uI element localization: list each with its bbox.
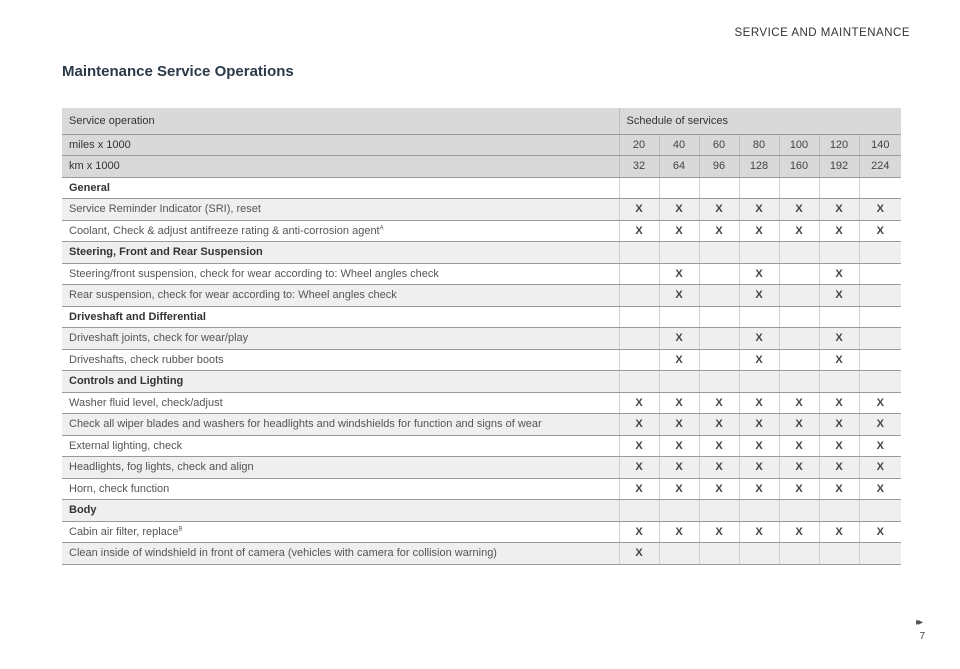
schedule-cell (819, 306, 859, 328)
table-row (62, 285, 901, 307)
schedule-mark: X (739, 457, 779, 479)
service-operation (62, 478, 619, 500)
schedule-cell (779, 306, 819, 328)
schedule-cell (699, 306, 739, 328)
schedule-mark: X (739, 285, 779, 307)
schedule-mark: X (859, 521, 901, 543)
service-operation (62, 220, 619, 242)
schedule-mark: X (859, 414, 901, 436)
group-heading (62, 177, 619, 199)
schedule-mark: X (699, 457, 739, 479)
service-operation (62, 285, 619, 307)
table-row (62, 457, 901, 479)
service-operation (62, 349, 619, 371)
schedule-cell (699, 349, 739, 371)
schedule-mark: X (619, 199, 659, 221)
schedule-mark: X (739, 414, 779, 436)
schedule-cell (779, 263, 819, 285)
schedule-cell (739, 500, 779, 522)
schedule-mark: X (699, 220, 739, 242)
schedule-cell (859, 285, 901, 307)
operation-label: Driveshaft joints, check for wear/play (69, 332, 249, 345)
table-group-row (62, 306, 901, 328)
operation-label: Washer fluid level, check/adjust (69, 396, 223, 409)
schedule-mark: X (819, 349, 859, 371)
schedule-mark: X (699, 392, 739, 414)
table-group-row (62, 500, 901, 522)
schedule-cell (739, 371, 779, 393)
group-heading (62, 371, 619, 393)
schedule-mark: X (739, 478, 779, 500)
service-operation (62, 328, 619, 350)
schedule-cell (619, 177, 659, 199)
schedule-mark: X (699, 199, 739, 221)
miles-value: 60 (699, 134, 739, 156)
schedule-mark: X (859, 478, 901, 500)
schedule-cell (699, 371, 739, 393)
table-header-row (62, 108, 901, 134)
km-value: 64 (659, 156, 699, 178)
miles-label: miles x 1000 (62, 134, 619, 156)
service-operation (62, 392, 619, 414)
table-group-row (62, 371, 901, 393)
schedule-mark: X (819, 521, 859, 543)
miles-value: 80 (739, 134, 779, 156)
schedule-mark: X (819, 392, 859, 414)
km-value: 96 (699, 156, 739, 178)
maintenance-schedule-table (62, 108, 901, 565)
schedule-cell (619, 328, 659, 350)
schedule-mark: X (739, 328, 779, 350)
schedule-mark: X (659, 285, 699, 307)
schedule-cell (859, 177, 901, 199)
group-heading (62, 306, 619, 328)
schedule-cell (619, 285, 659, 307)
col-schedule-of-services: Schedule of services (619, 108, 901, 134)
schedule-cell (779, 349, 819, 371)
schedule-mark: X (659, 392, 699, 414)
schedule-mark: X (659, 349, 699, 371)
schedule-mark: X (739, 220, 779, 242)
schedule-cell (859, 349, 901, 371)
schedule-mark: X (739, 263, 779, 285)
schedule-cell (659, 500, 699, 522)
schedule-mark: X (819, 478, 859, 500)
schedule-mark: X (619, 521, 659, 543)
schedule-cell (779, 177, 819, 199)
table-row (62, 263, 901, 285)
schedule-cell (739, 543, 779, 565)
operation-label: Coolant, Check & adjust antifreeze rating & anti-corrosion agent (69, 224, 380, 237)
schedule-cell (819, 500, 859, 522)
schedule-cell (819, 371, 859, 393)
miles-value: 100 (779, 134, 819, 156)
schedule-cell (819, 177, 859, 199)
schedule-mark: X (699, 478, 739, 500)
service-operation (62, 263, 619, 285)
schedule-mark: X (779, 414, 819, 436)
table-row (62, 543, 901, 565)
operation-label: General (69, 181, 110, 194)
schedule-mark: X (659, 521, 699, 543)
schedule-mark: X (739, 349, 779, 371)
schedule-mark: X (739, 199, 779, 221)
schedule-mark: X (819, 199, 859, 221)
schedule-mark: X (659, 220, 699, 242)
table-group-row (62, 242, 901, 264)
schedule-cell (699, 500, 739, 522)
schedule-mark: X (779, 521, 819, 543)
schedule-cell (779, 371, 819, 393)
footnote-ref: B (178, 526, 183, 533)
service-operation (62, 521, 619, 543)
schedule-mark: X (739, 521, 779, 543)
schedule-cell (739, 306, 779, 328)
operation-label: Service Reminder Indicator (SRI), reset (69, 203, 261, 216)
schedule-cell (659, 306, 699, 328)
schedule-mark: X (699, 414, 739, 436)
table-row (62, 392, 901, 414)
schedule-mark: X (819, 220, 859, 242)
schedule-cell (779, 500, 819, 522)
next-page-arrows-icon: ▸▸ (915, 617, 920, 628)
schedule-cell (699, 543, 739, 565)
schedule-mark: X (619, 392, 659, 414)
schedule-mark: X (779, 220, 819, 242)
operation-label: External lighting, check (69, 439, 183, 452)
group-heading (62, 242, 619, 264)
service-operation (62, 199, 619, 221)
km-value: 160 (779, 156, 819, 178)
schedule-mark: X (859, 435, 901, 457)
schedule-cell (699, 263, 739, 285)
schedule-mark: X (779, 435, 819, 457)
footnote-ref: A (379, 225, 384, 232)
operation-label: Clean inside of windshield in front of camera (vehicles with camera for collision warning) (69, 547, 497, 560)
schedule-mark: X (659, 263, 699, 285)
schedule-cell (619, 263, 659, 285)
schedule-cell (699, 177, 739, 199)
table-row (62, 199, 901, 221)
schedule-mark: X (739, 435, 779, 457)
schedule-mark: X (659, 478, 699, 500)
operation-label: Rear suspension, check for wear according to: Wheel angles check (69, 289, 397, 302)
schedule-cell (739, 177, 779, 199)
operation-label: Headlights, fog lights, check and align (69, 461, 254, 474)
km-value: 192 (819, 156, 859, 178)
miles-value: 20 (619, 134, 659, 156)
schedule-mark: X (779, 478, 819, 500)
schedule-cell (779, 242, 819, 264)
operation-label: Check all wiper blades and washers for headlights and windshields for function and signs of wear (69, 418, 542, 431)
schedule-cell (859, 543, 901, 565)
km-label: km x 1000 (62, 156, 619, 178)
schedule-cell (699, 285, 739, 307)
schedule-mark: X (779, 199, 819, 221)
km-row (62, 156, 901, 178)
miles-row (62, 134, 901, 156)
schedule-mark: X (619, 478, 659, 500)
schedule-cell (659, 242, 699, 264)
schedule-cell (859, 263, 901, 285)
schedule-cell (619, 500, 659, 522)
schedule-cell (859, 242, 901, 264)
schedule-cell (619, 371, 659, 393)
service-operation (62, 457, 619, 479)
table-group-row (62, 177, 901, 199)
operation-label: Steering, Front and Rear Suspension (69, 246, 263, 259)
schedule-mark: X (619, 220, 659, 242)
schedule-cell (779, 285, 819, 307)
operation-label: Body (69, 504, 97, 517)
schedule-cell (619, 242, 659, 264)
schedule-mark: X (659, 199, 699, 221)
schedule-mark: X (779, 392, 819, 414)
schedule-mark: X (819, 414, 859, 436)
schedule-cell (659, 177, 699, 199)
schedule-mark: X (819, 328, 859, 350)
schedule-cell (619, 349, 659, 371)
schedule-mark: X (859, 457, 901, 479)
col-service-operation: Service operation (62, 108, 619, 134)
schedule-mark: X (659, 457, 699, 479)
page-number: 7 (919, 631, 925, 642)
service-operation (62, 435, 619, 457)
schedule-cell (619, 306, 659, 328)
operation-label: Driveshafts, check rubber boots (69, 353, 224, 366)
schedule-cell (779, 543, 819, 565)
schedule-mark: X (859, 199, 901, 221)
schedule-mark: X (739, 392, 779, 414)
schedule-mark: X (779, 457, 819, 479)
group-heading (62, 500, 619, 522)
miles-value: 40 (659, 134, 699, 156)
schedule-mark: X (619, 543, 659, 565)
schedule-mark: X (819, 435, 859, 457)
operation-label: Controls and Lighting (69, 375, 184, 388)
operation-label: Steering/front suspension, check for wear according to: Wheel angles check (69, 267, 439, 280)
table-row (62, 220, 901, 242)
schedule-mark: X (859, 392, 901, 414)
schedule-cell (659, 371, 699, 393)
schedule-mark: X (699, 435, 739, 457)
schedule-mark: X (859, 220, 901, 242)
schedule-cell (859, 306, 901, 328)
table-row (62, 349, 901, 371)
schedule-mark: X (659, 414, 699, 436)
table-row (62, 414, 901, 436)
schedule-cell (699, 242, 739, 264)
schedule-cell (859, 500, 901, 522)
section-title: Maintenance Service Operations (62, 63, 294, 80)
schedule-cell (859, 371, 901, 393)
table-row (62, 435, 901, 457)
operation-label: Horn, check function (69, 482, 170, 495)
schedule-mark: X (619, 435, 659, 457)
service-operation (62, 414, 619, 436)
operation-label: Cabin air filter, replace (69, 525, 179, 538)
schedule-cell (859, 328, 901, 350)
schedule-mark: X (659, 328, 699, 350)
km-value: 224 (859, 156, 901, 178)
running-head: SERVICE AND MAINTENANCE (734, 27, 910, 39)
schedule-mark: X (819, 263, 859, 285)
operation-label: Driveshaft and Differential (69, 310, 206, 323)
schedule-cell (699, 328, 739, 350)
schedule-cell (779, 328, 819, 350)
schedule-cell (659, 543, 699, 565)
km-value: 32 (619, 156, 659, 178)
schedule-mark: X (699, 521, 739, 543)
schedule-cell (819, 242, 859, 264)
table-row (62, 328, 901, 350)
miles-value: 120 (819, 134, 859, 156)
service-operation (62, 543, 619, 565)
schedule-mark: X (659, 435, 699, 457)
schedule-mark: X (819, 285, 859, 307)
schedule-cell (739, 242, 779, 264)
schedule-mark: X (619, 414, 659, 436)
table-row (62, 478, 901, 500)
schedule-mark: X (619, 457, 659, 479)
km-value: 128 (739, 156, 779, 178)
schedule-mark: X (819, 457, 859, 479)
miles-value: 140 (859, 134, 901, 156)
schedule-cell (819, 543, 859, 565)
table-row (62, 521, 901, 543)
